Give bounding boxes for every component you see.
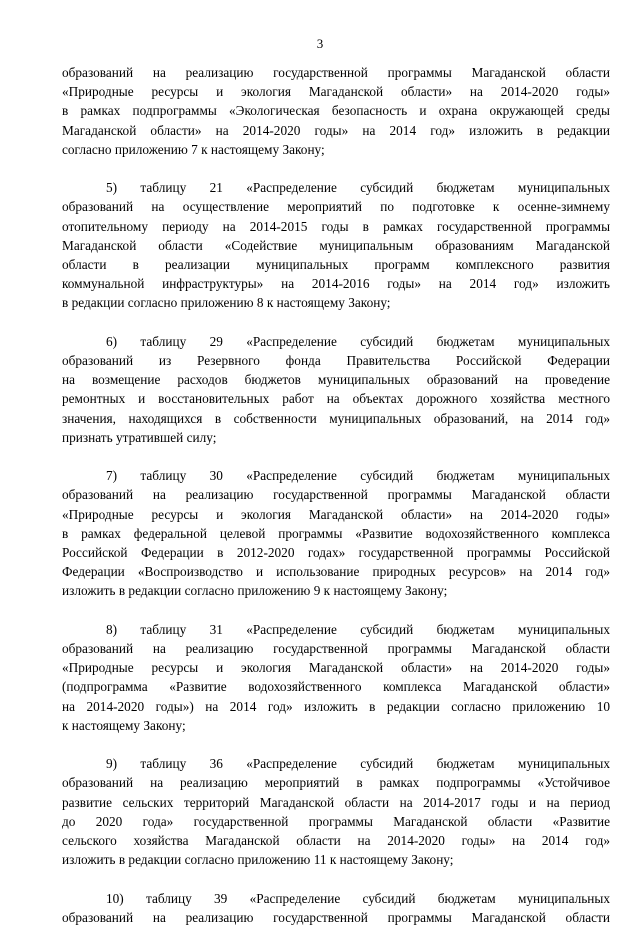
text-line: Магаданской области» на 2014-2020 годы» на 2014 год» изложить в редакции xyxy=(62,122,610,138)
text-line: сельского хозяйства Магаданской области на 2014-2020 годы» на 2014 год» xyxy=(62,833,610,849)
paragraph xyxy=(62,620,610,735)
text-line: признать утратившей силу; xyxy=(62,429,217,445)
page-number: 3 xyxy=(316,36,324,51)
paragraph xyxy=(62,332,610,447)
text-line: отопительному периоду на 2014-2015 годы в рамках государственной программы xyxy=(62,218,610,234)
text-line: согласно приложению 7 к настоящему Закону; xyxy=(62,141,325,157)
text-line: 7) таблицу 30 «Распределение субсидий бюджетам муниципальных xyxy=(106,468,610,484)
text-line: образований из Резервного фонда Правительства Российской Федерации xyxy=(62,353,610,369)
text-line: значения, находящихся в собственности муниципальных образований, на 2014 год» xyxy=(62,410,610,426)
text-line: в редакции согласно приложению 8 к настоящему Закону; xyxy=(62,295,391,311)
text-line: образований на реализацию государственной программы Магаданской области xyxy=(62,641,610,657)
text-line: ремонтных и восстановительных работ на объектах дорожного хозяйства местного xyxy=(62,391,610,407)
text-line: образований на реализацию мероприятий в рамках подпрограммы «Устойчивое xyxy=(62,775,610,791)
text-line: «Природные ресурсы и экология Магаданской области» на 2014-2020 годы» xyxy=(62,84,610,100)
text-line: развитие сельских территорий Магаданской области на 2014-2017 годы и на период xyxy=(62,794,610,810)
paragraph xyxy=(62,178,610,312)
text-line: на 2014-2020 годы») на 2014 год» изложить в редакции согласно приложению 10 xyxy=(62,698,610,714)
paragraph xyxy=(62,466,610,600)
paragraph xyxy=(62,889,610,927)
text-line: к настоящему Закону; xyxy=(62,717,186,733)
text-line: на возмещение расходов бюджетов муниципальных образований на проведение xyxy=(62,372,610,388)
text-line: образований на реализацию государственной программы Магаданской области xyxy=(62,909,610,925)
text-line: Российской Федерации в 2012-2020 годах» государственной программы Российской xyxy=(62,545,610,561)
text-line: коммунальной инфраструктуры» на 2014-2016 годы» на 2014 год» изложить xyxy=(62,276,610,292)
text-line: изложить в редакции согласно приложению 9 к настоящему Закону; xyxy=(62,583,448,599)
paragraph xyxy=(62,754,610,869)
text-line: изложить в редакции согласно приложению 11 к настоящему Закону; xyxy=(62,852,454,868)
text-line: образований на осуществление мероприятий по подготовке к осенне-зимнему xyxy=(62,199,610,215)
text-line: «Природные ресурсы и экология Магаданской области» на 2014-2020 годы» xyxy=(62,660,610,676)
text-line: «Природные ресурсы и экология Магаданской области» на 2014-2020 годы» xyxy=(62,506,610,522)
text-line: образований на реализацию государственной программы Магаданской области xyxy=(62,65,610,80)
text-line: образований на реализацию государственной программы Магаданской области xyxy=(62,487,610,503)
document-body xyxy=(62,63,610,946)
text-line: Магаданской области «Содействие муниципальным образованиям Магаданской xyxy=(62,237,610,253)
text-line: (подпрограмма «Развитие водохозяйственного комплекса Магаданской области» xyxy=(62,679,610,695)
text-line: в рамках федеральной целевой программы «Развитие водохозяйственного комплекса xyxy=(62,525,610,541)
text-line: 10) таблицу 39 «Распределение субсидий бюджетам муниципальных xyxy=(106,890,610,906)
paragraph xyxy=(62,63,610,159)
text-line: до 2020 года» государственной программы Магаданской области «Развитие xyxy=(62,813,610,829)
text-line: 5) таблицу 21 «Распределение субсидий бюджетам муниципальных xyxy=(106,180,610,196)
text-line: Федерации «Воспроизводство и использование природных ресурсов» на 2014 год» xyxy=(62,564,610,580)
text-line: области в реализации муниципальных программ комплексного развития xyxy=(62,257,610,273)
text-line: 8) таблицу 31 «Распределение субсидий бюджетам муниципальных xyxy=(106,621,610,637)
text-line: 6) таблицу 29 «Распределение субсидий бюджетам муниципальных xyxy=(106,333,610,349)
text-line: 9) таблицу 36 «Распределение субсидий бюджетам муниципальных xyxy=(106,756,610,772)
text-line: в рамках подпрограммы «Экологическая безопасность и охрана окружающей среды xyxy=(62,103,610,119)
